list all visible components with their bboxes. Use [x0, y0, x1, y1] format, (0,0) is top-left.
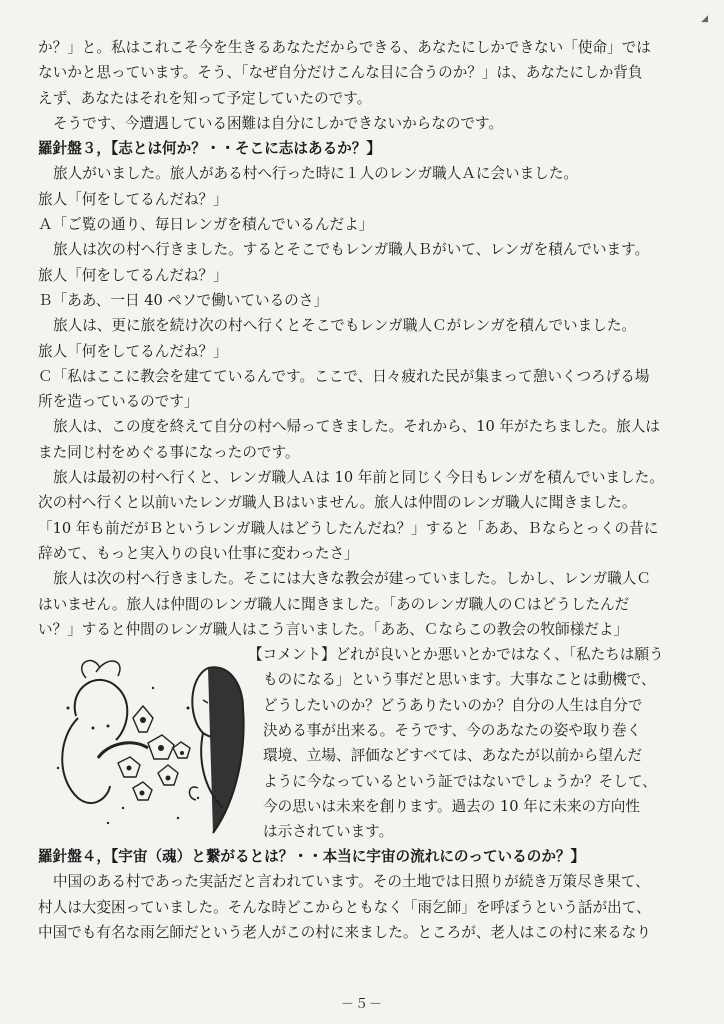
text-line: 旅人は、更に旅を続け次の村へ行くとそこでもレンガ職人Ｃがレンガを積んでいました。: [53, 317, 637, 335]
text-line: えず、あなたはそれを知って予定していたのです。: [38, 89, 372, 107]
comment-line: ように今なっているという証ではないでしょうか？そして、: [263, 772, 657, 790]
comment-line: ものになる」という事だと思います。大事なことは動機で、: [263, 671, 656, 689]
text-line: ないかと思っています。そう、「なぜ自分だけこんな目に合うのか？」は、あなたにしか背負: [38, 64, 643, 82]
text-line: い？」すると仲間のレンガ職人はこう言いました。「ああ、Ｃならこの教会の牧師様だよ」: [38, 620, 629, 638]
text-line: Ｂ「ああ、一日 40 ペソで働いているのさ」: [38, 291, 328, 309]
text-line: 旅人「何をしてるんだね？」: [38, 266, 228, 284]
text-line: 辞めて、もっと実入りの良い仕事に変わったさ」: [38, 544, 359, 562]
rain-story-paragraph: [38, 869, 688, 945]
comment-line: 環境、立場、評価などすべては、あなたが以前から望んだ: [263, 747, 643, 765]
text-line: Ｃ「私はここに教会を建てているんです。ここで、日々疲れた民が集まって憩いくつろげる場: [38, 367, 650, 385]
illustration-two-figures-flowers: [38, 648, 263, 840]
corner-mark-icon: ◢: [701, 14, 708, 24]
text-line: 旅人「何をしてるんだね？」: [38, 190, 228, 208]
text-line: 旅人は、この度を終えて自分の村へ帰ってきました。それから、10 年がたちました。旅人は: [53, 418, 660, 436]
comment-section: [38, 642, 688, 844]
text-line: 旅人は次の村へ行きました。するとそこでもレンガ職人Ｂがいて、レンガを積んでいます。: [53, 241, 650, 259]
page-number: －５－: [340, 997, 383, 1012]
document-page: [38, 35, 688, 945]
comment-line: どうしたいのか？どうありたいのか？自分の人生は自分で: [263, 696, 643, 714]
comment-line: 【コメント】どれが良いとか悪いとかではなく、「私たちは願う: [248, 646, 664, 664]
heading-compass-3: 羅針盤３，【志とは何か？・・そこに志はあるか？】: [38, 140, 381, 158]
text-line: 「10 年も前だがＢというレンガ職人はどうしたんだね？」すると「ああ、Ｂならとっくの昔に: [38, 519, 659, 537]
text-line: Ａ「ご覧の通り、毎日レンガを積んでいるんだよ」: [38, 216, 374, 234]
text-line: 中国のある村であった実話だと言われています。その土地では日照りが続き万策尽き果て、: [53, 873, 650, 891]
comment-line: 決める事が出来る。そうです、今のあなたの姿や取り巻く: [263, 722, 642, 740]
text-line: 中国でも有名な雨乞師だという老人がこの村に来ました。ところが、老人はこの村に来るなり: [38, 924, 651, 942]
comment-line: は示されています。: [263, 823, 394, 841]
text-line: 次の村へ行くと以前いたレンガ職人Ｂはいません。旅人は仲間のレンガ職人に聞きました。: [38, 494, 637, 512]
comment-line: 今の思いは未来を創ります。過去の 10 年に未来の方向性: [263, 797, 640, 815]
text-line: か？」と。私はこれこそ今を生きるあなただからできる、あなたにしかできない「使命」では: [38, 39, 651, 56]
text-line: 旅人は最初の村へ行くと、レンガ職人Ａは 10 年前と同じく今日もレンガを積んでいました。: [53, 469, 664, 487]
text-line: 旅人「何をしてるんだね？」: [38, 342, 228, 360]
text-line: 旅人がいました。旅人がある村へ行った時に１人のレンガ職人Ａに会いました。: [53, 165, 579, 183]
text-line: 村人は大変困っていました。そんな時どこからともなく「雨乞師」を呼ぼうという話が出て、: [38, 898, 651, 916]
text-line: はいません。旅人は仲間のレンガ職人に聞きました。「あのレンガ職人のＣはどうしたんだ: [38, 595, 630, 613]
text-line: そうです、今遭遇している困難は自分にしかできないからなのです。: [53, 114, 504, 132]
brick-story-paragraphs: [38, 161, 688, 642]
text-line: 旅人は次の村へ行きました。そこには大きな教会が建っていました。しかし、レンガ職人Ｃ: [53, 570, 651, 588]
intro-paragraph: [38, 35, 688, 136]
heading-compass-4: 羅針盤４，【宇宙（魂）と繋がるとは？・・本当に宇宙の流れにのっているのか？】: [38, 848, 586, 866]
text-line: また同じ村をめぐる事になったのです。: [38, 443, 300, 461]
text-line: 所を造っているのです」: [38, 393, 199, 411]
comment-text-block: [248, 642, 693, 844]
